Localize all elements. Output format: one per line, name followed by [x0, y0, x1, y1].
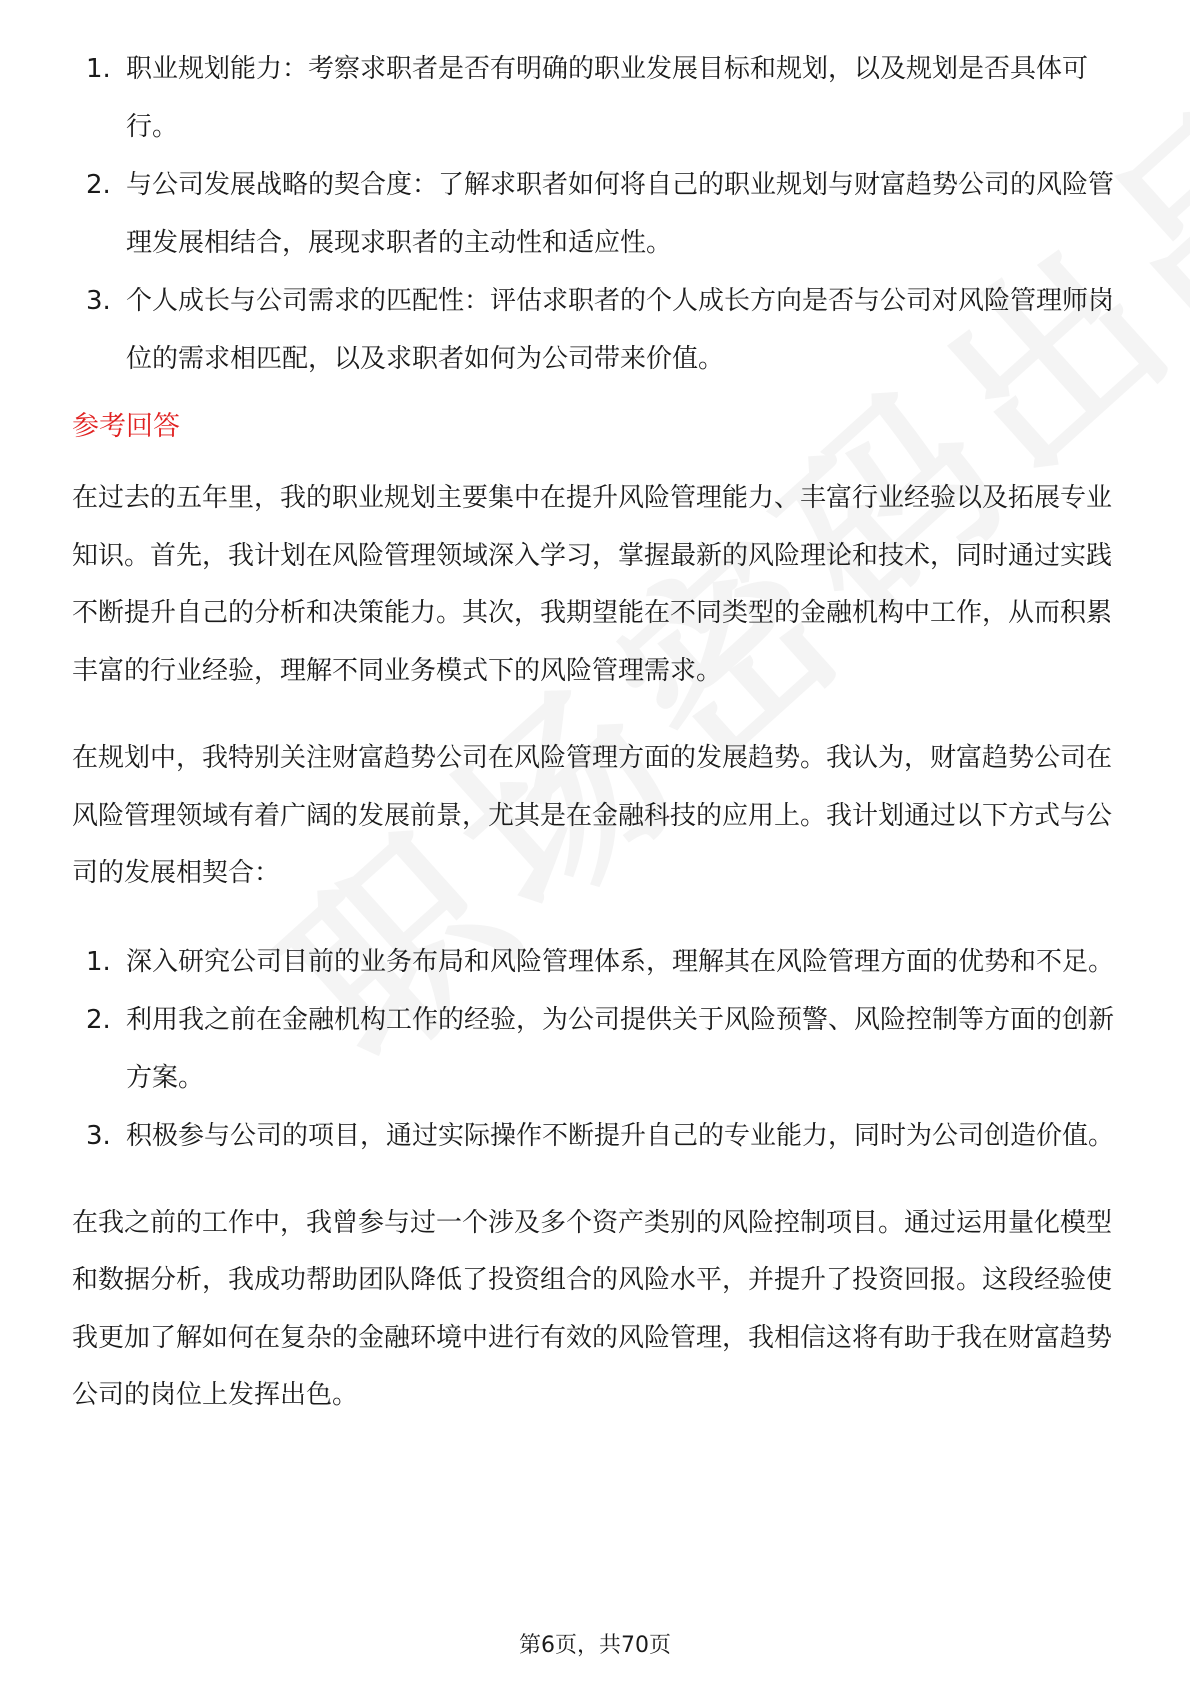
section-title: 参考回答: [72, 411, 180, 442]
list-number: 3.: [86, 1120, 111, 1151]
plan-list: [72, 933, 1122, 1165]
list-item: [72, 1107, 1122, 1165]
list-item-text: 利用我之前在金融机构工作的经验，为公司提供关于风险预警、风险控制等方面的创新方案。: [126, 1004, 1115, 1093]
list-item-text: 个人成长与公司需求的匹配性：评估求职者的个人成长方向是否与公司对风险管理师岗位的需求相匹配，以及求职者如何为公司带来价值。: [126, 286, 1115, 374]
list-number: 2.: [86, 1004, 111, 1035]
answer-paragraph: 在规划中，我特别关注财富趋势公司在风险管理方面的发展趋势。我认为，财富趋势公司在风险管理领域有着广阔的发展前景，尤其是在金融科技的应用上。我计划通过以下方式与公司的发展相契合：: [72, 743, 1113, 888]
list-item: [72, 991, 1122, 1107]
list-number: 1.: [86, 946, 111, 977]
list-number: 3.: [86, 286, 111, 316]
list-item-text: 积极参与公司的项目，通过实际操作不断提升自己的专业能力，同时为公司创造价值。: [126, 1120, 1115, 1151]
criteria-list: [72, 40, 1122, 388]
list-number: 2.: [86, 170, 111, 200]
list-item: [72, 156, 1122, 272]
list-item: [72, 933, 1122, 991]
list-item-text: 职业规划能力：考察求职者是否有明确的职业发展目标和规划，以及规划是否具体可行。: [126, 54, 1089, 142]
list-item: [72, 272, 1122, 388]
page-content: [72, 40, 1122, 1455]
answer-paragraph: 在过去的五年里，我的职业规划主要集中在提升风险管理能力、丰富行业经验以及拓展专业知识。首先，我计划在风险管理领域深入学习，掌握最新的风险理论和技术，同时通过实践不断提升自己的分析和决策能力。其次，我期望能在不同类型的金融机构中工作，从而积累丰富的行业经验，理解不同业务模式下的风险管理需求。: [72, 483, 1113, 686]
page-number: 第6页，共70页: [519, 1633, 671, 1658]
list-item: [72, 40, 1122, 156]
list-number: 1.: [86, 54, 111, 84]
list-item-text: 深入研究公司目前的业务布局和风险管理体系，理解其在风险管理方面的优势和不足。: [126, 946, 1115, 977]
list-item-text: 与公司发展战略的契合度：了解求职者如何将自己的职业规划与财富趋势公司的风险管理发展相结合，展现求职者的主动性和适应性。: [126, 170, 1115, 258]
answer-paragraph: 在我之前的工作中，我曾参与过一个涉及多个资产类别的风险控制项目。通过运用量化模型和数据分析，我成功帮助团队降低了投资组合的风险水平，并提升了投资回报。这段经验使我更加了解如何在复杂的金融环境中进行有效的风险管理，我相信这将有助于我在财富趋势公司的岗位上发挥出色。: [72, 1207, 1113, 1410]
